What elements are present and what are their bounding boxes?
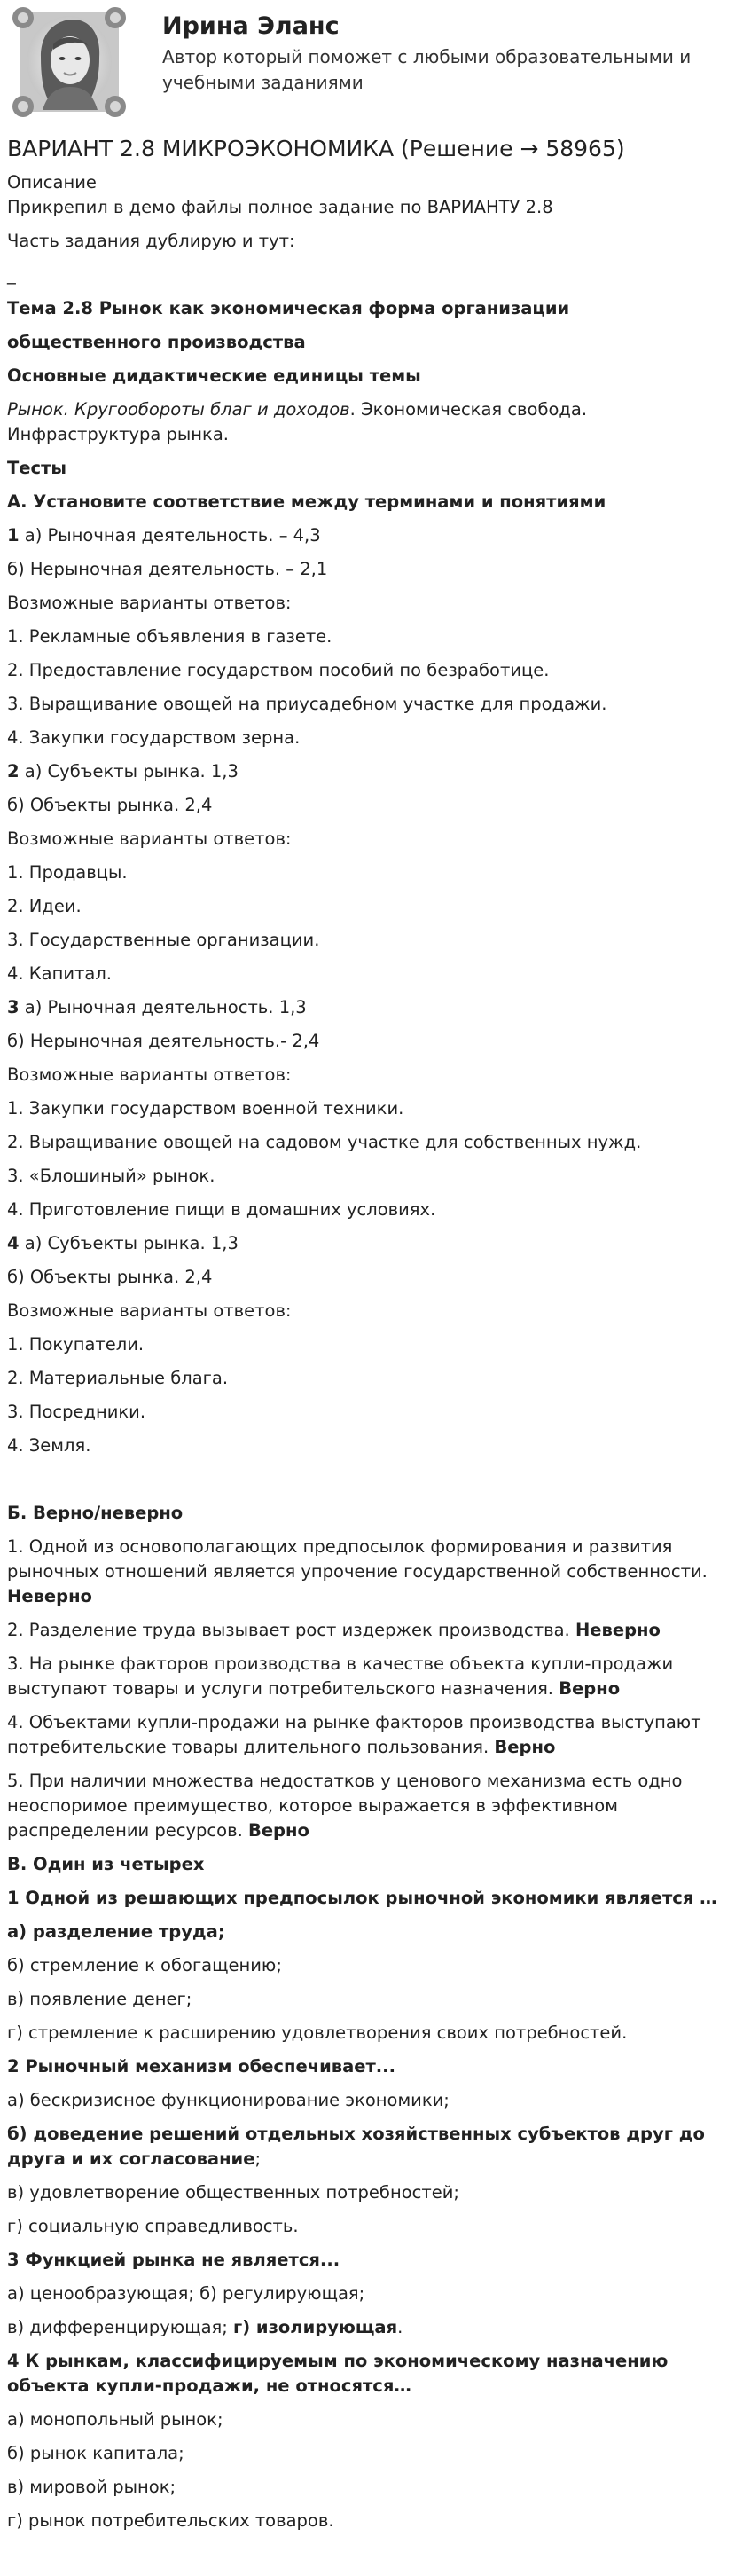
content-line — [7, 2441, 744, 2466]
bold-text: Неверно — [7, 1586, 92, 1606]
text-run: а) бескризисное функционирование экономики; — [7, 2090, 450, 2110]
text-run: Возможные варианты ответов: — [7, 829, 292, 849]
content-line — [7, 591, 744, 616]
text-run: 2. Выращивание овощей на садовом участке для собственных нужд. — [7, 1132, 642, 1152]
text-run: г) стремление к расширению удовлетворения своих потребностей. — [7, 2022, 628, 2043]
text-run: 2. Разделение труда вызывает рост издержек производства. — [7, 1620, 575, 1640]
bold-text: В. Один из четырех — [7, 1854, 205, 1874]
content-line — [7, 1710, 744, 1760]
content-line — [7, 1231, 744, 1256]
content-line — [7, 2122, 744, 2172]
content-line — [7, 658, 744, 683]
bold-text: 3 Функцией рынка не является... — [7, 2250, 340, 2270]
text-run: 2. Предоставление государством пособий по безработице. — [7, 660, 550, 680]
content-line — [7, 1130, 744, 1155]
content-line — [7, 1096, 744, 1121]
bold-text: Б. Верно/неверно — [7, 1503, 184, 1523]
content-line — [7, 2021, 744, 2046]
content-line — [7, 2315, 744, 2340]
text-run: а) Рыночная деятельность. – 4,3 — [19, 525, 321, 546]
content-line — [7, 557, 744, 582]
content-line — [7, 1618, 744, 1643]
text-run: 4. Приготовление пищи в домашних условиях. — [7, 1199, 436, 1220]
content-line — [7, 962, 744, 986]
content-line — [7, 229, 744, 254]
content-line — [7, 624, 744, 649]
text-run: 1. Покупатели. — [7, 1334, 145, 1355]
text-run: в) мировой рынок; — [7, 2477, 176, 2497]
text-run: 1. Рекламные объявления в газете. — [7, 626, 332, 647]
content-line — [7, 995, 744, 1020]
content-line — [7, 1886, 744, 1911]
text-run: 5. При наличии множества недостатков у ценового механизма есть одно неоспоримое преимущество, которое выражается в эффективном распределении ресурсов. — [7, 1771, 683, 1841]
text-run: б) Нерыночная деятельность.- 2,4 — [7, 1031, 320, 1051]
text-run: Часть задания дублирую и тут: — [7, 231, 295, 251]
bold-text: 1 Одной из решающих предпосылок рыночной экономики является … — [7, 1888, 717, 1908]
text-run: 1. Одной из основополагающих предпосылок формирования и развития рыночных отношений является упрочение государственной собственности. — [7, 1536, 708, 1582]
text-run: б) рынок капитала; — [7, 2443, 184, 2463]
content-line — [7, 2349, 744, 2399]
content-line — [7, 397, 744, 447]
bold-text: 4 — [7, 1233, 20, 1253]
text-run: ; — [254, 2148, 262, 2169]
content-line — [7, 2509, 744, 2533]
bold-text: Основные дидактические единицы темы — [7, 365, 421, 386]
bold-text: б) доведение решений отдельных хозяйственных субъектов друг до друга и их согласование — [7, 2124, 705, 2169]
content-line — [7, 1769, 744, 1843]
bold-text: Верно — [247, 1820, 309, 1841]
author-description: Автор который поможет с любыми образовательными и учебными заданиями — [162, 46, 692, 93]
bold-text: 2 Рыночный механизм обеспечивает... — [7, 2056, 395, 2077]
bold-text: 3 — [7, 997, 20, 1017]
content-line — [7, 1164, 744, 1189]
content-line — [7, 2180, 744, 2205]
text-run: _ — [7, 264, 16, 285]
content-line — [7, 2248, 744, 2273]
text-run: а) ценообразующая; б) регулирующая; — [7, 2283, 365, 2304]
content-line — [7, 170, 744, 195]
content-line — [7, 692, 744, 717]
text-run: Возможные варианты ответов: — [7, 593, 292, 613]
content-line — [7, 523, 744, 548]
author-name[interactable]: Ирина Эланс — [162, 12, 340, 40]
text-run: 4. Закупки государством зерна. — [7, 727, 301, 748]
content-line — [7, 1501, 744, 1526]
text-run: б) Нерыночная деятельность. – 2,1 — [7, 559, 328, 579]
content-line — [7, 894, 744, 919]
bold-text: Тема 2.8 Рынок как экономическая форма организации — [7, 298, 570, 318]
bold-text: Верно — [494, 1737, 556, 1757]
author-avatar[interactable] — [7, 5, 131, 119]
bold-text: а) разделение труда; — [7, 1921, 225, 1942]
text-run: 2. Идеи. — [7, 896, 82, 916]
content-line — [7, 2407, 744, 2432]
text-run: г) социальную справедливость. — [7, 2216, 299, 2236]
text-run: а) монопольный рынок; — [7, 2409, 223, 2430]
content-line — [7, 1400, 744, 1425]
content-line — [7, 2054, 744, 2079]
content-line — [7, 2475, 744, 2500]
text-run: 3. Государственные организации. — [7, 930, 320, 950]
content-line — [7, 1198, 744, 1222]
content-line — [7, 2088, 744, 2113]
content-line — [7, 2214, 744, 2239]
bold-text: Неверно — [575, 1620, 661, 1640]
bold-text: Тесты — [7, 458, 67, 478]
text-run: 4. Земля. — [7, 1435, 91, 1456]
bold-text: г) изолирующая — [233, 2317, 398, 2337]
text-run: 4. Объектами купли-продажи на рынке факторов производства выступают потребительские товары длительного пользования. — [7, 1712, 701, 1757]
text-run: 1. Закупки государством военной техники. — [7, 1098, 404, 1119]
italic-text: Рынок. Кругообороты благ и доходов — [7, 399, 350, 420]
text-run: в) удовлетворение общественных потребностей; — [7, 2182, 459, 2203]
text-run: Возможные варианты ответов: — [7, 1300, 292, 1321]
text-run: . — [397, 2317, 403, 2337]
content-line — [7, 364, 744, 389]
author-card — [0, 0, 751, 131]
content-line — [7, 860, 744, 885]
content-line — [7, 759, 744, 784]
bold-text: 4 К рынкам, классифицируемым по экономическому назначению объекта купли-продажи, не относятся… — [7, 2351, 669, 2396]
bold-text: 1 — [7, 525, 20, 546]
content-line — [7, 490, 744, 514]
content-line — [7, 1852, 744, 1877]
page-title: ВАРИАНТ 2.8 МИКРОЭКОНОМИКА (Решение → 58965) — [7, 136, 625, 161]
text-run: а) Субъекты рынка. 1,3 — [19, 761, 239, 781]
text-run: Описание — [7, 172, 97, 192]
text-run: 3. Посредники. — [7, 1402, 146, 1422]
text-run: . Экономическая свобода. Инфраструктура рынка. — [7, 399, 588, 444]
content-line — [7, 1920, 744, 1944]
text-run: 1. Продавцы. — [7, 862, 128, 883]
content-line — [7, 1299, 744, 1323]
text-run: б) стремление к обогащению; — [7, 1955, 282, 1975]
content-line — [7, 2281, 744, 2306]
text-run: Возможные варианты ответов: — [7, 1064, 292, 1085]
content-line — [7, 1332, 744, 1357]
text-run: б) Объекты рынка. 2,4 — [7, 1267, 213, 1287]
bold-text: Верно — [559, 1678, 621, 1699]
text-run: а) Субъекты рынка. 1,3 — [19, 1233, 239, 1253]
content-line — [7, 827, 744, 852]
content-line — [7, 195, 744, 220]
text-run: а) Рыночная деятельность. 1,3 — [19, 997, 307, 1017]
bold-text: А. Установите соответствие между терминами и понятиями — [7, 491, 606, 512]
bold-text: общественного производства — [7, 332, 306, 352]
text-run: 4. Капитал. — [7, 963, 112, 984]
content-line — [7, 793, 744, 818]
content-line — [7, 1366, 744, 1391]
content-line — [7, 1535, 744, 1609]
content-line — [7, 1029, 744, 1054]
content-line — [7, 928, 744, 953]
content-line — [7, 1265, 744, 1290]
bold-text: 2 — [7, 761, 20, 781]
text-run: б) Объекты рынка. 2,4 — [7, 795, 213, 815]
content-line — [7, 1953, 744, 1978]
content-line — [7, 330, 744, 355]
content-line — [7, 1433, 744, 1458]
task-content — [0, 170, 751, 2533]
content-line — [7, 1063, 744, 1088]
content-line — [7, 1652, 744, 1701]
text-run: Прикрепил в демо файлы полное задание по ВАРИАНТУ 2.8 — [7, 197, 553, 217]
text-run: 2. Материальные блага. — [7, 1368, 229, 1388]
text-run: г) рынок потребительских товаров. — [7, 2510, 334, 2531]
content-line — [7, 296, 744, 321]
content-line — [7, 263, 744, 287]
text-run: в) появление денег; — [7, 1989, 192, 2009]
content-line — [7, 726, 744, 750]
text-run: в) дифференцирующая; — [7, 2317, 234, 2337]
content-line — [7, 456, 744, 481]
text-run: 3. На рынке факторов производства в качестве объекта купли-продажи выступают товары и услуги потребительского назначения. — [7, 1653, 674, 1699]
content-line — [7, 1987, 744, 2012]
text-run: 3. «Блошиный» рынок. — [7, 1166, 215, 1186]
text-run: 3. Выращивание овощей на приусадебном участке для продажи. — [7, 694, 607, 714]
